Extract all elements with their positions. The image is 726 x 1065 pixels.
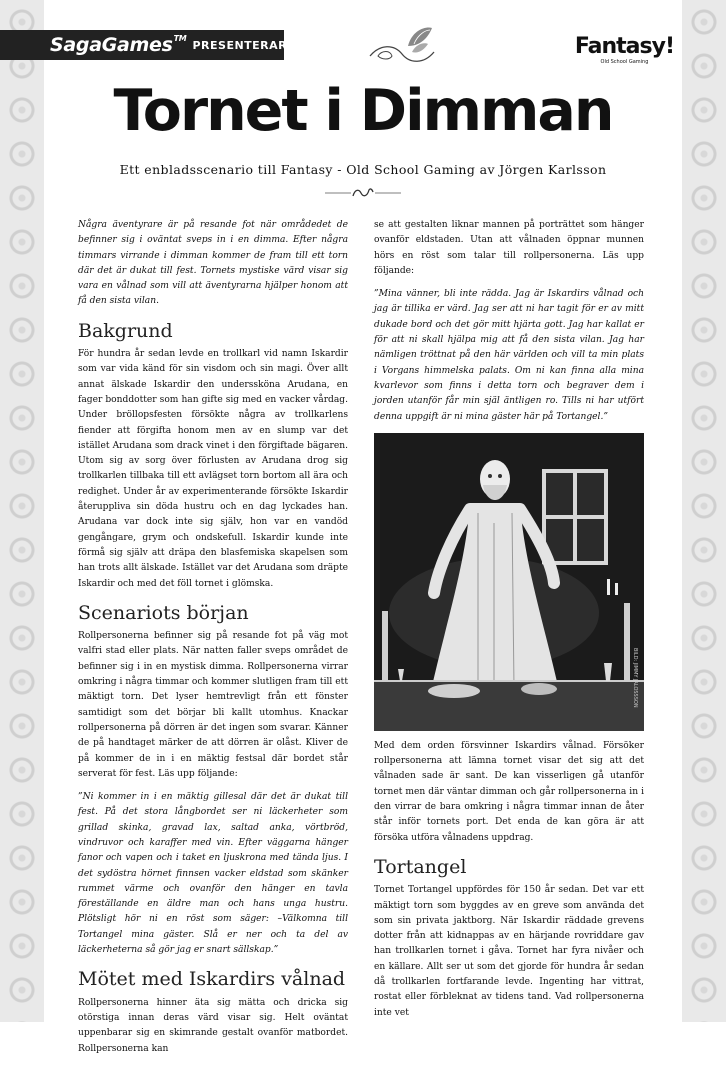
sagagames-logo: SagaGames™ xyxy=(50,34,187,56)
leaf-ornament-icon xyxy=(368,22,438,70)
motet-paragraph: Rollpersonerna hinner äta sig mätta och dricka sig otörstiga innan deras värd visar sig. Helt oväntat uppenbarar sig en skimrande gestalt ovanför matbordet. Rollpersonerna kan xyxy=(78,997,348,1054)
intro-paragraph: Några äventyrare är på resande fot när områdedet de befinner sig i oväntat sveps in i en dimma. Efter några timmars virrande i dimman kommer de fram till ett torn där det är dukat till fest. Tornets mystiske värd visar sig vara en vålnad som vill att äventyrarna hjälper honom att få den sista vilan. xyxy=(78,220,348,307)
tortangel-paragraph: Tornet Tortangel uppfördes för 150 år sedan. Det var ett mäktigt torn som byggdes av en greve som använda det som sin privata jaktborg. När Iskardir räddade grevens dotter från att kidnappas av en härjande rovriddare gav han trollkarlen tornet i gåva. Tornet har fyra nivåer och en källare. Allt ser ut som det gjorde för hundra år sedan då trollkarlen fortfarande levde. Ingenting har vittrat, rostat eller förbleknat av tidens tand. Vad rollpersonerna inte vet xyxy=(374,885,644,1018)
page-title: Tornet i Dimman xyxy=(113,78,613,144)
right-column xyxy=(374,218,644,1029)
bakgrund-paragraph: För hundra år sedan levde en trollkarl vid namn Iskardir som var vida känd för sin visdom och sin magi. Över allt annat älskade Iskardir den underssköna Arudana, en fager bonddotter som han gifte sig med en vacker vårdag. Under bröllopsfesten försökte några av trollkarlens fiender att förgifta honom men av en slump var det istället Arudana som drack vinet i den förgiftade bägaren. Utom sig av sorg över förlusten av Arudana drog sig trollkarlen tillbaka till ett avlägset torn bortom all ära och redighet. Under år av experimenterande försökte Iskardir återuppliva sin döda hustru och en dag lyckades han. Arudana var dock inte sig själv, hon var en vandöd gengångare, grym och ondskefull. Iskardir kunde inte förmå sig själv att dräpa den blasfemiska skapelsen som han trots allt älskade. Istället var det Arudana som dräpte Iskardir och med det föll tornet i glömska. xyxy=(78,349,348,589)
left-column xyxy=(78,218,348,1065)
ghost-illustration xyxy=(374,433,644,731)
fantasy-logo: Fantasy! Old School Gaming xyxy=(574,34,674,65)
heading-motet: Mötet med Iskardirs vålnad xyxy=(78,968,346,991)
page-subtitle: Ett enbladsscenario till Fantasy - Old School Gaming av Jörgen Karlsson xyxy=(119,162,607,177)
borjan-paragraph: Rollpersonerna befinner sig på resande fot på väg mot valfri stad eller plats. När natten faller sveps området de befinner sig i in en mystisk dimma. Rollpersonerna virrar omkring i några timmar och kommer slutligen fram till ett mäktigt torn. Det lyser hemtrevligt från ett fönster samtidigt som det börjar bli kallt utomhus. Knackar rollpersonerna på dörren är det ingen som svarar. Känner de på handtaget märker de att dörren är olåst. Kliver de på kommer de in i en mäktig festsal där bordet står serverat för fest. Läs upp följande: xyxy=(78,631,348,779)
ghost-at-feast-icon xyxy=(374,433,644,731)
read-aloud-quote-2: ”Mina vänner, bli inte rädda. Jag är Iskardirs vålnad och jag är tillika er värd. Jag ser att ni har tagit för er av mitt dukade bord och det gör mitt hjärta gott. Jag har kallat er för att ni skall hjälpa mig att få den sista vilan. Jag har nämligen tröttnat på den här världen och vill ta min plats i Vorgans himmelska palats. Om ni kan finna alla mina kvarlevor som finns i detta torn och begraver dem i jorden utanför får min själ äntligen ro. Tills ni har utfört denna uppgift är ni mina gäster här på Tortangel.” xyxy=(374,289,644,422)
divider-flourish-icon xyxy=(323,186,403,200)
right-decorative-border xyxy=(682,0,726,1022)
heading-tortangel: Tortangel xyxy=(374,855,467,878)
publisher-banner xyxy=(0,30,288,60)
left-decorative-border xyxy=(0,0,44,1022)
presenterar-label: PRESENTERAR xyxy=(192,38,288,52)
illustration-credit: BILD: JIMMY JALOSSSON xyxy=(632,647,638,708)
read-aloud-quote-1: ”Ni kommer in i en mäktig gillesal där det är dukat till fest. På det stora långbordet ser ni läckerheter som grillad skinka, gravad lax, saltad anka, vörtbröd, vindruvor och karaffer med vin. Efter väggarna hänger fanor och vapen och i taket en ljuskrona med tända ljus. I det sydöstra hörnet finnsen vacker eldstad som skänker rummet värme och ovanför den hänger en tavla föreställande en äldre man och hans unga hustru. Plötsligt hör ni en röst som säger: –Välkomna till Tortangel mina gäster. Slå er ner och ta del av läckerheterna så gör jag er snart sällskap.” xyxy=(78,792,348,956)
continuation-paragraph: se att gestalten liknar mannen på porträttet som hänger ovanför eldstaden. Utan att vålnaden öppnar munnen hörs en röst som talar till rollpersonerna. Läs upp följande: xyxy=(374,220,644,276)
heading-scenariots-borjan: Scenariots början xyxy=(78,601,249,624)
heading-bakgrund: Bakgrund xyxy=(78,319,173,342)
after-vision-paragraph: Med dem orden försvinner Iskardirs vålnad. Försöker rollpersonerna att lämna tornet visar det sig att det vålnaden sade är sant. De kan visserligen gå utanför tornet men där väntar dimman och går rollpersonerna in i den virrar de bara omkring i några timmar innan de åter står inför tornets port. Det enda de kan göra är att försöka utföra vålnadens uppdrag. xyxy=(374,740,644,843)
